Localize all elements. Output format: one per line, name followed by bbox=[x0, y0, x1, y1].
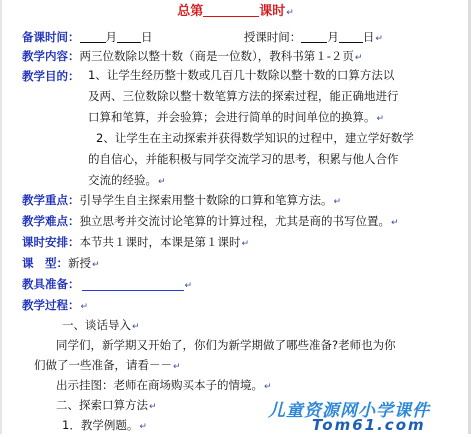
lesson-type-value: 新授 bbox=[68, 256, 91, 270]
lesson-type-row bbox=[22, 254, 100, 274]
title-blank bbox=[203, 4, 259, 17]
process-line: 出示挂图：老师在商场购买本子的情境。↵ bbox=[56, 378, 272, 392]
paragraph-mark-icon: ↵ bbox=[376, 114, 385, 124]
paragraph-mark-icon: ↵ bbox=[132, 322, 140, 332]
objectives-label: 教学目的： bbox=[22, 69, 80, 83]
objective-line: 及两、三位数除以整十数笔算方法的探索过程，能正确地进行 bbox=[88, 89, 399, 103]
process-line: 一、谈话导入↵ bbox=[62, 318, 140, 332]
title-suffix: 课时 bbox=[259, 4, 286, 19]
content-label: 教学内容： bbox=[22, 49, 80, 63]
paragraph-mark-icon: ↵ bbox=[391, 218, 399, 228]
paragraph-mark-icon: ↵ bbox=[139, 422, 147, 432]
process-line: 同学们，新学期又开始了，你们为新学期做了哪些准备?老师也为你 bbox=[56, 338, 396, 352]
watermark-url: Tom61.com bbox=[312, 416, 426, 434]
aids-label: 教具准备： bbox=[22, 277, 80, 291]
prep-time-row: 备课时间： 月 日 授课时间： 月 日↵ bbox=[22, 30, 383, 44]
lesson-type-label: 课 型： bbox=[22, 256, 68, 270]
aids-row bbox=[22, 275, 192, 295]
paragraph-mark-icon: ↵ bbox=[241, 239, 250, 249]
paragraph-mark-icon: ↵ bbox=[158, 177, 166, 187]
schedule-row bbox=[22, 233, 249, 253]
key-point-label: 教学重点： bbox=[22, 193, 80, 207]
difficulty-value: 独立思考并交流讨论笔算的计算过程，尤其是商的书写位置。 bbox=[79, 214, 390, 228]
content-row bbox=[22, 47, 362, 67]
process-line: 们做了一些准备，请看－－↵ bbox=[34, 358, 181, 372]
teach-time-label: 授课时间： bbox=[243, 30, 302, 44]
page-edge bbox=[0, 0, 2, 434]
process-line: 二、探索口算方法↵ bbox=[56, 398, 157, 412]
objective-line: 1、让学生经历整十数或几百几十数除以整十数的口算方法以 bbox=[88, 68, 395, 82]
paragraph-mark-icon: ↵ bbox=[354, 53, 363, 63]
paragraph-mark-icon: ↵ bbox=[286, 8, 294, 18]
site-watermark bbox=[0, 396, 471, 434]
prep-time-label: 备课时间： bbox=[22, 30, 80, 44]
paragraph-mark-icon: ↵ bbox=[92, 260, 100, 270]
difficulty-row bbox=[22, 212, 399, 232]
objective-line: 口算和笔算，并会验算；会进行简单的时间单位的换算。↵ bbox=[88, 110, 385, 124]
schedule-value: 本节共１课时，本课是第１课时 bbox=[79, 235, 241, 249]
objective-line: 的自信心，并能积极与同学交流学习的思考，积累与他人合作 bbox=[88, 152, 399, 166]
key-point-value: 引导学生自主探索用整十数除的口算和笔算方法。 bbox=[79, 193, 333, 207]
objectives-row bbox=[22, 67, 80, 85]
objective-line: 2、让学生在主动探索并获得数学知识的过程中，建立学好数学 bbox=[96, 131, 414, 145]
aids-blank bbox=[82, 278, 184, 291]
process-label: 教学过程： bbox=[22, 298, 80, 312]
paragraph-mark-icon: ↵ bbox=[264, 382, 272, 392]
watermark-text: 儿童资源网小学课件 bbox=[268, 401, 430, 421]
objective-line: 交流的经验。↵ bbox=[88, 173, 166, 187]
difficulty-label: 教学难点： bbox=[22, 214, 80, 228]
key-point-row bbox=[22, 191, 341, 211]
paragraph-mark-icon: ↵ bbox=[173, 362, 181, 372]
content-value: 两三位数除以整十数（商是一位数），教科书第１-２页 bbox=[79, 49, 354, 63]
paragraph-mark-icon: ↵ bbox=[333, 197, 342, 207]
paragraph-mark-icon: ↵ bbox=[184, 281, 193, 291]
paragraph-mark-icon: ↵ bbox=[149, 402, 157, 412]
process-line: 1．教学例题。↵ bbox=[62, 418, 147, 432]
process-row bbox=[22, 296, 88, 316]
title-prefix: 总第 bbox=[177, 4, 204, 19]
paragraph-mark-icon: ↵ bbox=[375, 34, 383, 44]
paragraph-mark-icon: ↵ bbox=[80, 302, 89, 312]
schedule-label: 课时安排： bbox=[22, 235, 80, 249]
lesson-number-title bbox=[0, 4, 471, 21]
